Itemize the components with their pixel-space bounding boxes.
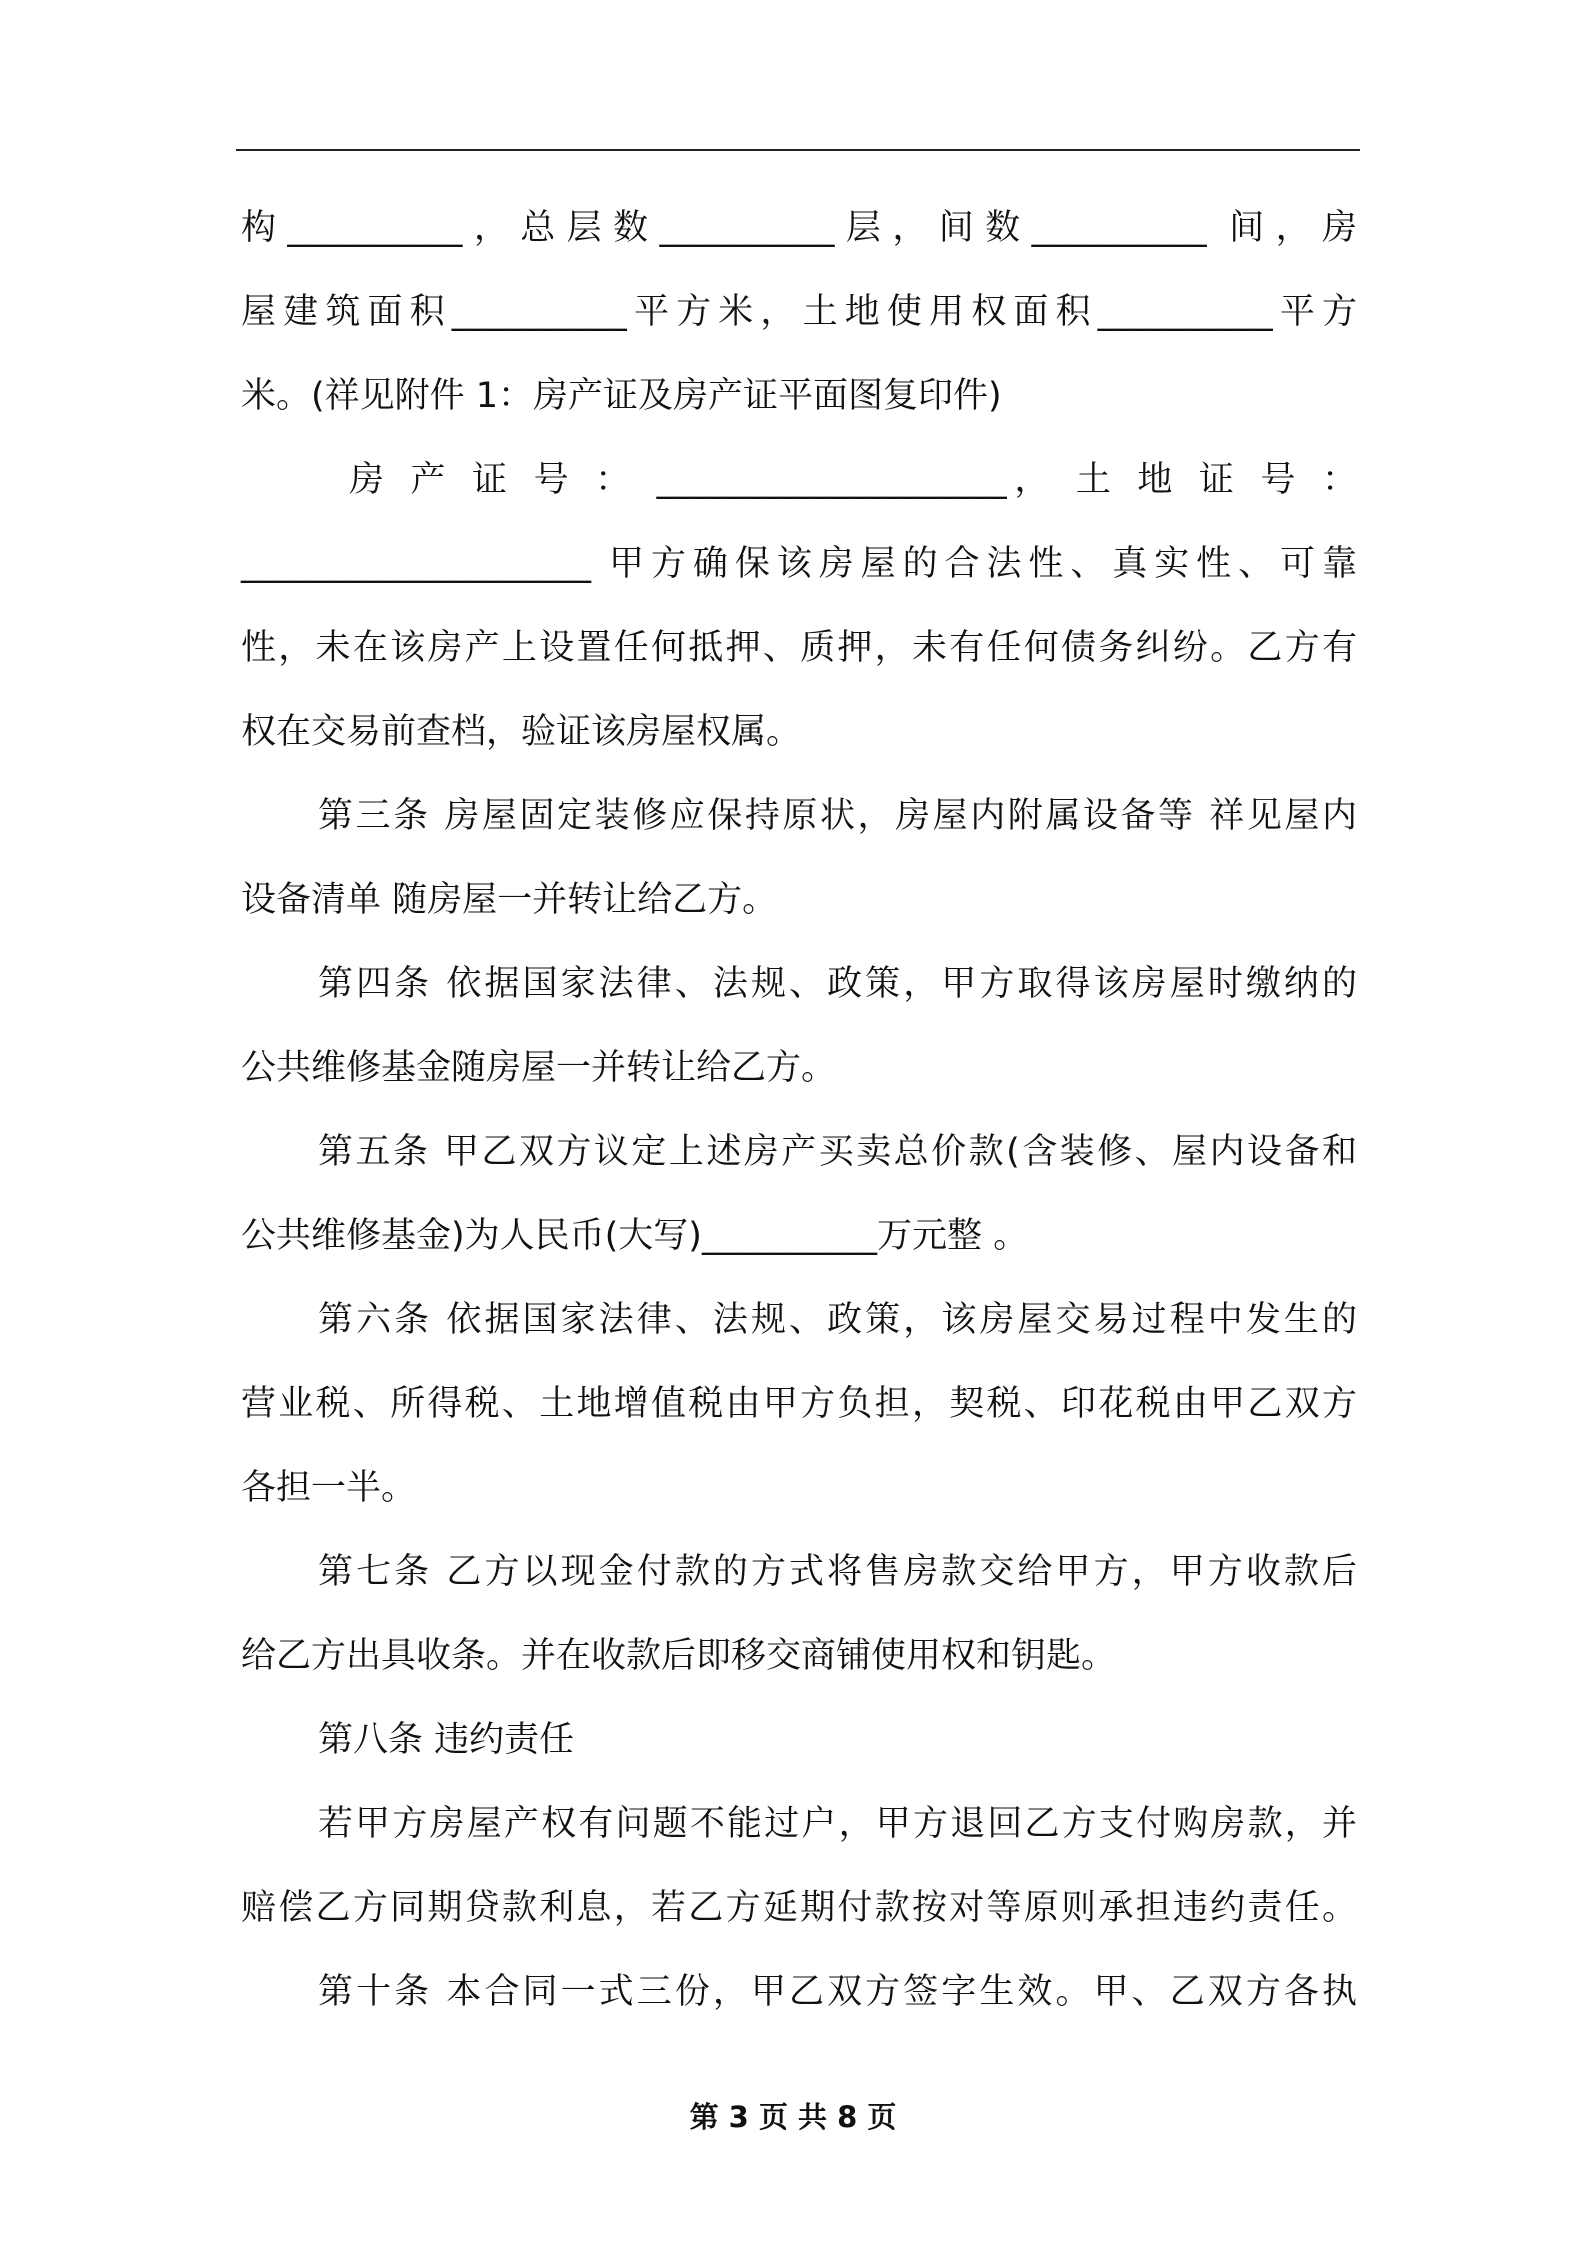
text-line: 赔偿乙方同期贷款利息，若乙方延期付款按对等原则承担违约责任。 (241, 1888, 1357, 1928)
header-rule (236, 149, 1360, 151)
clause-3-line: 第三条 房屋固定装修应保持原状，房屋内附属设备等 祥见屋内 (318, 796, 1357, 836)
text-line: 屋建筑面积__________平方米，土地使用权面积__________平方 (241, 292, 1357, 332)
clause-7-line: 第七条 乙方以现金付款的方式将售房款交给甲方，甲方收款后 (318, 1552, 1357, 1592)
text-line: 各担一半。 (241, 1468, 417, 1508)
text-line: 营业税、所得税、土地增值税由甲方负担，契税、印花税由甲乙双方 (241, 1384, 1357, 1424)
clause-4-line: 第四条 依据国家法律、法规、政策，甲方取得该房屋时缴纳的 (318, 964, 1357, 1004)
text-line: 房 产 证 号 ： ____________________， 土 地 证 号 ： (349, 460, 1357, 500)
text-line: 给乙方出具收条。并在收款后即移交商铺使用权和钥匙。 (241, 1636, 1117, 1676)
page-number: 第 3 页 共 8 页 (689, 2100, 897, 2134)
clause-10-line: 第十条 本合同一式三份，甲乙双方签字生效。甲、乙双方各执 (318, 1972, 1357, 2012)
clause-8-heading: 第八条 违约责任 (318, 1720, 575, 1760)
text-line: 构__________，总层数__________层，间数__________ 间，房 (241, 208, 1357, 248)
text-line: 米。(祥见附件 1：房产证及房产证平面图复印件) (241, 376, 1002, 416)
text-line: 设备清单 随房屋一并转让给乙方。 (241, 880, 778, 920)
text-line: 权在交易前查档，验证该房屋权属。 (241, 712, 802, 752)
text-line: 公共维修基金随房屋一并转让给乙方。 (241, 1048, 837, 1088)
text-line: ____________________ 甲方确保该房屋的合法性、真实性、可靠 (241, 544, 1357, 584)
clause-6-line: 第六条 依据国家法律、法规、政策，该房屋交易过程中发生的 (318, 1300, 1357, 1340)
text-line: 公共维修基金)为人民币(大写)__________万元整 。 (241, 1216, 1029, 1256)
clause-5-line: 第五条 甲乙双方议定上述房产买卖总价款(含装修、屋内设备和 (318, 1132, 1357, 1172)
text-line: 性，未在该房产上设置任何抵押、质押，未有任何债务纠纷。乙方有 (241, 628, 1357, 668)
text-line: 若甲方房屋产权有问题不能过户，甲方退回乙方支付购房款，并 (318, 1804, 1357, 1844)
